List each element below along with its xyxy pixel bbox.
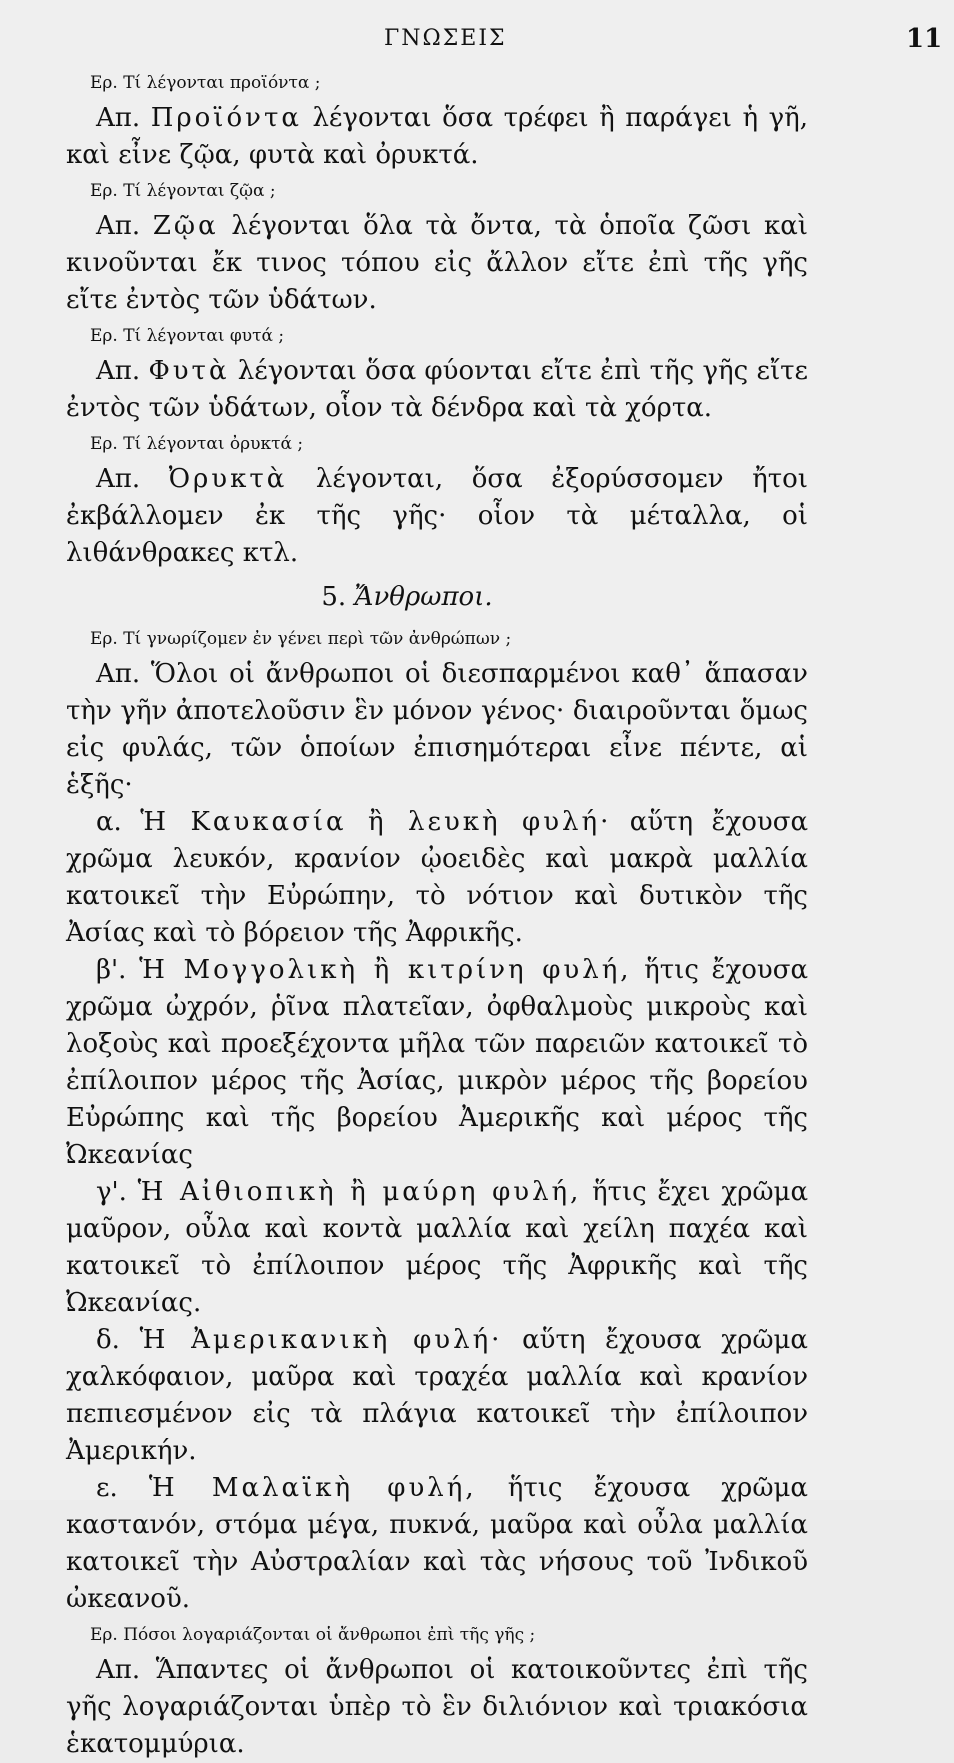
page-number: 11	[906, 24, 943, 54]
answer-paragraph: Απ. Προϊόντα λέγονται ὅσα τρέφει ἢ παράγει ἡ γῆ, καὶ εἶνε ζῷα, φυτὰ καὶ ὀρυκτά.	[66, 103, 808, 170]
running-title: ΓΝΩΣΕΙΣ	[384, 26, 507, 51]
race-paragraph: β'. Ἡ Μογγολικὴ ἢ κιτρίνη φυλή, ἥτις ἔχουσα χρῶμα ὠχρόν, ῥῖνα πλατεῖαν, ὀφθαλμοὺς μικροὺς καὶ λοξοὺς καὶ προεξέχοντα μῆλα τῶν παρειῶν κατοικεῖ τὸ ἐπίλοιπον μέρος τῆς Ἀσίας, μικρὸν μέρος τῆς βορείου Εὐρώπης καὶ τῆς βορείου Ἀμερικῆς καὶ μέρος τῆς Ὠκεανίας	[66, 955, 809, 1170]
page-header	[0, 22, 954, 58]
question-line: Ερ. Τί λέγονται ὀρυκτά ;	[90, 434, 304, 454]
question-line: Ερ. Τί λέγονται φυτά ;	[90, 326, 285, 346]
answer-paragraph: Απ. Ὀρυκτὰ λέγονται, ὅσα ἐξορύσσομεν ἤτοι ἐκβάλλομεν ἐκ τῆς γῆς· οἷον τὰ μέταλλα, οἱ λιθάνθρακες κτλ.	[66, 464, 808, 568]
question-line: Ερ. Τί λέγονται προϊόντα ;	[90, 73, 321, 93]
race-paragraph: γ'. Ἡ Αἰθιοπικὴ ἢ μαύρη φυλή, ἥτις ἔχει χρῶμα μαῦρον, οὖλα καὶ κοντὰ μαλλία καὶ χείλη παχέα καὶ κατοικεῖ τὸ ἐπίλοιπον μέρος τῆς Ἀφρικῆς καὶ τῆς Ὠκεανίας.	[66, 1177, 809, 1318]
question-line: Ερ. Τί γνωρίζομεν ἐν γένει περὶ τῶν ἀνθρώπων ;	[90, 629, 512, 649]
race-paragraph: α. Ἡ Καυκασία ἢ λευκὴ φυλή· αὕτη ἔχουσα χρῶμα λευκόν, κρανίον ᾠοειδὲς καὶ μακρὰ μαλλία κατοικεῖ τὴν Εὐρώπην, τὸ νότιον καὶ δυτικὸν τῆς Ἀσίας καὶ τὸ βόρειον τῆς Ἀφρικῆς.	[66, 807, 809, 948]
question-line: Ερ. Πόσοι λογαριάζονται οἱ ἄνθρωποι ἐπὶ τῆς γῆς ;	[90, 1625, 536, 1645]
section-heading: 5. Ἄνθρωποι.	[321, 582, 493, 612]
page-body	[66, 66, 808, 1763]
answer-paragraph: Απ. Ζῷα λέγονται ὅλα τὰ ὄντα, τὰ ὁποῖα ζῶσι καὶ κινοῦνται ἔκ τινος τόπου εἰς ἄλλον εἴτε ἐπὶ τῆς γῆς εἴτε ἐντὸς τῶν ὑδάτων.	[66, 211, 808, 315]
answer-paragraph: Απ. Φυτὰ λέγονται ὅσα φύονται εἴτε ἐπὶ τῆς γῆς εἴτε ἐντὸς τῶν ὑδάτων, οἷον τὰ δένδρα καὶ τὰ χόρτα.	[66, 356, 808, 423]
answer-paragraph: Απ. Ὅλοι οἱ ἄνθρωποι οἱ διεσπαρμένοι καθ᾽ ἅπασαν τὴν γῆν ἀποτελοῦσιν ἓν μόνον γένος· διαιροῦνται ὅμως εἰς φυλάς, τῶν ὁποίων ἐπισημότεραι εἶνε πέντε, αἱ ἑξῆς·	[66, 659, 808, 800]
question-line: Ερ. Τί λέγονται ζῷα ;	[90, 181, 276, 201]
race-paragraph: δ. Ἡ Ἀμερικανικὴ φυλή· αὕτη ἔχουσα χρῶμα χαλκόφαιον, μαῦρα καὶ τραχέα μαλλία καὶ κρανίον πεπιεσμένον εἰς τὰ πλάγια κατοικεῖ τὴν ἐπίλοιπον Ἀμερικήν.	[66, 1325, 808, 1466]
answer-paragraph: Απ. Ἅπαντες οἱ ἄνθρωποι οἱ κατοικοῦντες ἐπὶ τῆς γῆς λογαριάζονται ὑπὲρ τὸ ἓν διλιόνιον καὶ τριακόσια ἑκατομμύρια.	[66, 1655, 808, 1759]
race-paragraph: ε. Ἡ Μαλαϊκὴ φυλή, ἥτις ἔχουσα χρῶμα καστανόν, στόμα μέγα, πυκνά, μαῦρα καὶ οὖλα μαλλία κατοικεῖ τὴν Αὐστραλίαν καὶ τὰς νήσους τοῦ Ἰνδικοῦ ὠκεανοῦ.	[66, 1473, 808, 1614]
